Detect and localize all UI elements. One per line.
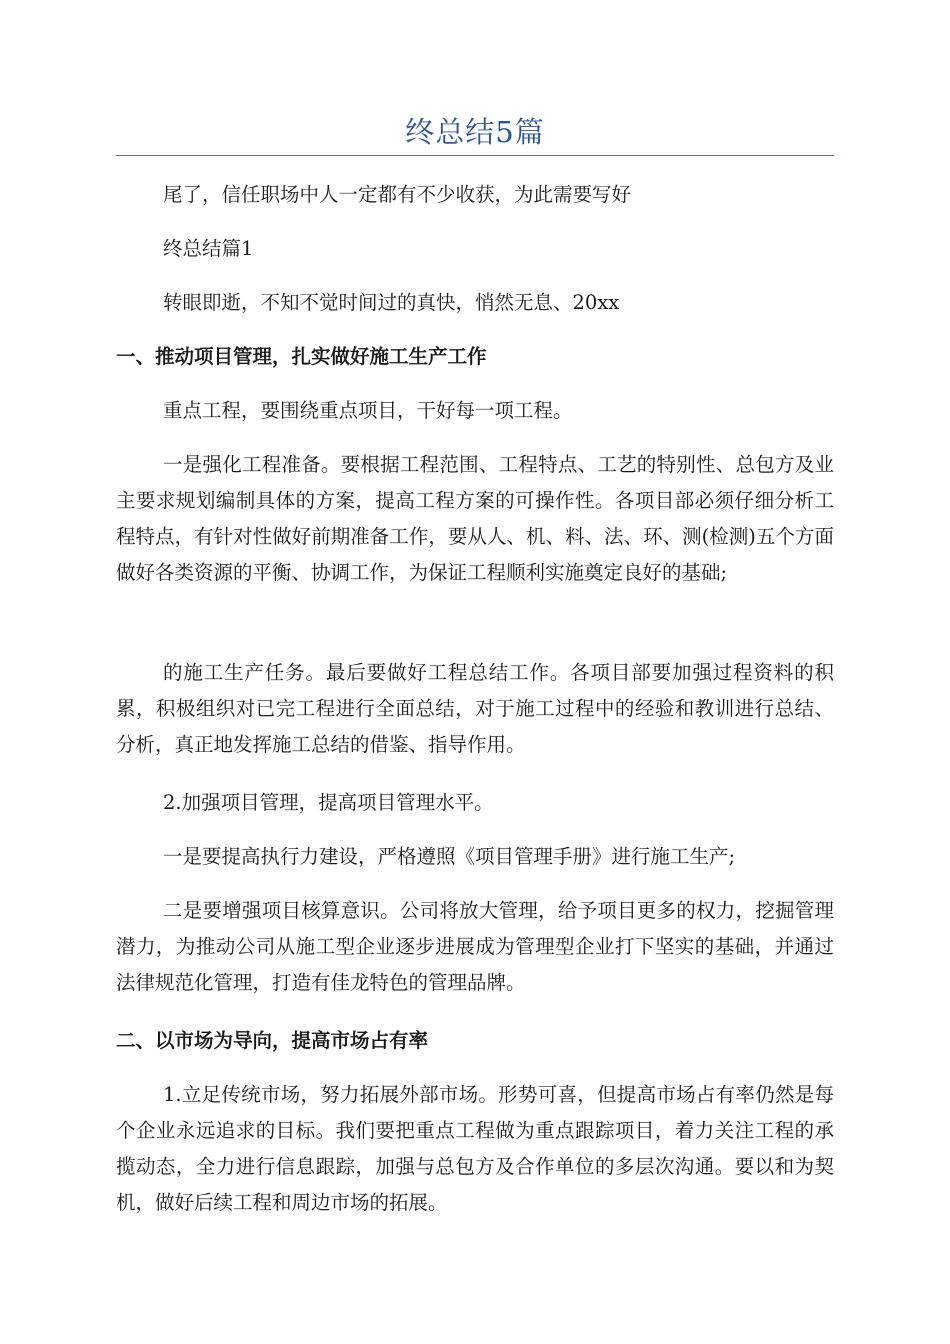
document-title: 终总结5篇 xyxy=(405,115,545,149)
strengthen-prep-paragraph: 一是强化工程准备。要根据工程范围、工程特点、工艺的特别性、总包方及业主要求规划编制具体的方案，提高工程方案的可操作性。各项目部必须仔细分析工程特点，有针对性做好前期准备工作，要从人、机、料、法、环、测(检测)五个方面做好各类资源的平衡、协调工作，为保证工程顺利实施奠定良好的基础; xyxy=(116,453,834,584)
market-paragraph: 1.立足传统市场，努力拓展外部市场。形势可喜，但提高市场占有率仍然是每个企业永远追求的目标。我们要把重点工程做为重点跟踪项目，着力关注工程的承揽动态，全力进行信息跟踪，加强与总包方及合作单位的多层次沟通。要以和为契机，做好后续工程和周边市场的拓展。 xyxy=(116,1083,834,1214)
intro-paragraph: 尾了，信任职场中人一定都有不少收获，为此需要写好 xyxy=(163,183,632,206)
accounting-paragraph: 二是要增强项目核算意识。公司将放大管理，给予项目更多的权力，挖掘管理潜力，为推动公司从施工型企业逐步进展成为管理型企业打下坚实的基础，并通过法律规范化管理，打造有佳龙特色的管理品牌。 xyxy=(116,899,834,994)
opening-paragraph: 转眼即逝，不知不觉时间过的真快，悄然无息、20xx xyxy=(163,291,620,314)
subtitle-paragraph: 终总结篇1 xyxy=(163,237,254,260)
key-projects-paragraph: 重点工程，要围绕重点项目，干好每一项工程。 xyxy=(163,399,573,422)
execution-paragraph: 一是要提高执行力建设，严格遵照《项目管理手册》进行施工生产; xyxy=(163,845,736,868)
construction-tasks-paragraph: 的施工生产任务。最后要做好工程总结工作。各项目部要加强过程资料的积累，积极组织对已完工程进行全面总结，对于施工过程中的经验和教训进行总结、分析，真正地发挥施工总结的借鉴、指导作用。 xyxy=(116,661,834,756)
title-underline xyxy=(116,155,834,156)
item2-paragraph: 2.加强项目管理，提高项目管理水平。 xyxy=(163,791,494,814)
section-heading-2: 二、以市场为导向，提高市场占有率 xyxy=(116,1029,429,1052)
section-heading-1: 一、推动项目管理，扎实做好施工生产工作 xyxy=(116,345,487,368)
